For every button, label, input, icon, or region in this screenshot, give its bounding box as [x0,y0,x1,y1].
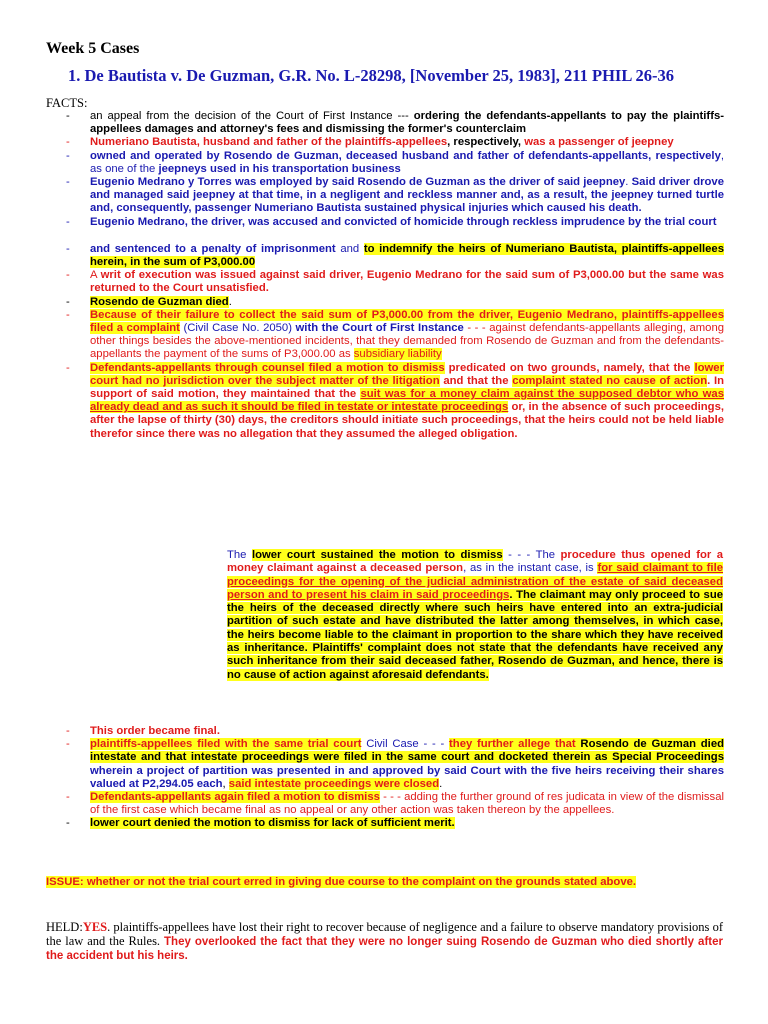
ruling-text: procedure thus opened for a money claimant against a deceased person [227,549,724,575]
ruling-text: , as in the instant case, is [463,562,598,575]
fact-text: plaintiffs-appellees filed with the same trial court [90,738,362,751]
issue-label: ISSUE: [46,876,84,888]
held-text: . plaintiffs-appellees have lost their right to recover because of negligence and a failure to observe mandatory provisions of the law and the Rules. [46,920,723,948]
ruling-text: for said claimant to file proceedings for the opening of the judicial administration of the estate of said deceased person and to present his claim in said proceedings [227,562,723,601]
fact-text: or, in the absence of such proceedings, after the lapse of thirty (30) days, the creditors should initiate such proceedings, that the heirs could not be held liable therefor since there was no allegation that they assumed the alleged obligation. [90,401,724,440]
fact-text: Eugenio Medrano, the driver, was accused and convicted of homicide through reckless imprudence by the trial court [90,215,717,228]
fact-text: lower court had no jurisdiction over the subject matter of the litigation [90,361,724,387]
fact-item [66,725,724,738]
held-emphasis: They overlooked the fact that they were no longer suing Rosendo de Guzman who died shortly after the accident but his heirs. [46,935,723,963]
fact-text: said intestate proceedings were closed [228,777,440,790]
fact-text: , [222,777,229,790]
fact-text: . In support of said motion, they maintained that the [90,374,724,401]
fact-text: and [335,242,364,255]
facts-label: FACTS: [46,96,88,110]
fact-text: owned and operated by Rosendo de Guzman, deceased husband and father of defendants-appellants, respectively [90,149,721,162]
facts-list-continued [66,725,724,831]
fact-text: This order became final. [90,725,220,737]
fact-text: predicated on two grounds, namely, that the [444,361,695,374]
fact-item [66,243,724,269]
fact-text: and sentenced to a penalty of imprisonment [90,242,336,255]
fact-item [66,150,724,176]
fact-text: was a passenger of jeepney [524,136,674,149]
ruling-text: lower court sustained the motion to dismiss [251,549,503,561]
fact-text: A [90,269,101,282]
court-ruling-block [227,549,723,682]
fact-text: writ of execution was issued against said driver, Eugenio Medrano for the said sum of P3,000.00 but the same was returned to the Court unsatisfied. [90,269,725,295]
issue-text-wrap [84,876,636,888]
fact-text: complaint stated no cause of action [512,374,708,387]
fact-item [66,817,724,830]
fact-text: . [439,777,443,790]
fact-text: Civil Case - - - [361,738,450,751]
fact-text: and that the [439,374,513,387]
held-block [46,921,723,964]
fact-item [66,309,724,362]
fact-text: , respectively, [447,136,525,149]
fact-text: Rosendo de Guzman died [90,295,229,308]
case-title: 1. De Bautista v. De Guzman, G.R. No. L-28298, [November 25, 1983], 211 PHIL 26-36 [68,66,675,85]
fact-text: . [228,295,232,308]
fact-text: Eugenio Medrano y Torres was employed by said Rosendo de Guzman as the driver of said jeepney [90,176,626,189]
fact-text: Rosendo de Guzman died intestate and that intestate proceedings were filed in the same court and docketed therein as Special Proceedings [90,738,724,764]
fact-text: Defendants-appellants through counsel filed a motion to dismiss [90,361,445,374]
fact-item [66,176,724,216]
fact-text: they further allege that [449,738,576,751]
fact-text: to indemnify the heirs of Numeriano Bautista, plaintiffs-appellees herein, in the sum of P3,000.00 [90,242,724,269]
fact-text: - - - against defendants-appellants alleging, among other things besides the above-mentioned incidents, that they demanded from Rosendo de Guzman and from the defendants-appellants the payment of the sums of P3,000.00 as [90,322,725,361]
ruling-text: . The claimant may only proceed to sue the heirs of the deceased directly where such heirs have entered into an extra-judicial partition of such estate and have distributed the latter among themselves, in which case, the heirs become liable to the claimant in proportion to the share which they have received as inheritance. Plaintiffs' complaint does not state that the defendants have received any such inheritance from their said deceased father, Rosendo de Guzman, and hence, there is no cause of action against aforesaid defendants. [227,588,724,681]
held-label: HELD: [46,920,83,934]
fact-text: wherein a project of partition was presented in and approved by said Court with the five heirs receiving their shares valued at P2,294.05 each [90,764,724,790]
fact-text: - - - adding the further ground of res judicata in view of the dismissal of the first case which became final as no appeal or any other action was taken thereon by the appellees. [90,791,725,817]
fact-text: ordering the defendants-appellants to pay the plaintiffs-appellees damages and attorney's fees and dismissing the former's counterclaim [90,110,724,136]
doc-title: Week 5 Cases [46,40,140,57]
fact-item [66,296,724,309]
fact-text: lower court denied the motion to dismiss for lack of sufficient merit. [90,817,455,830]
fact-text: with the Court of First Instance [295,322,464,335]
ruling-text: The [227,549,252,561]
fact-text: . [625,176,632,189]
fact-item [66,269,724,295]
facts-list [66,110,724,441]
fact-item [66,110,724,136]
fact-text: Because of their failure to collect the said sum of P3,000.00 from the driver, Eugenio Medrano, plaintiffs-appellees filed a complaint [90,308,724,335]
fact-text: suit was for a money claim against the supposed debtor who was already dead and as such it should be filed in testate or intestate proceedings [90,388,724,414]
issue-block [46,876,723,889]
fact-text: , as one of the [90,149,724,175]
fact-item [66,136,724,149]
fact-text: subsidiary liability [353,348,442,361]
fact-item [66,216,724,229]
fact-item [66,791,724,817]
fact-text: Defendants-appellants again filed a motion to dismiss [90,791,380,804]
fact-text: jeepneys used in his transportation business [158,162,401,175]
fact-text: Numeriano Bautista, husband and father of the plaintiffs-appellees [90,136,448,149]
fact-text: Said driver drove and managed said jeepney at that time, in a negligent and reckless manner and, as a result, the jeepney turned turtle and, consequently, passenger Numeriano Bautista sustained physical injuries which caused his death. [90,176,725,215]
fact-item [66,738,724,791]
fact-item [66,362,724,441]
issue-text: whether or not the trial court erred in giving due course to the complaint on the grounds stated above. [86,876,637,888]
fact-text: an appeal from the decision of the Court of First Instance --- [90,110,414,122]
ruling-text: - - - The [502,549,561,561]
held-answer: YES [82,920,108,934]
fact-text: (Civil Case No. 2050) [179,322,296,335]
